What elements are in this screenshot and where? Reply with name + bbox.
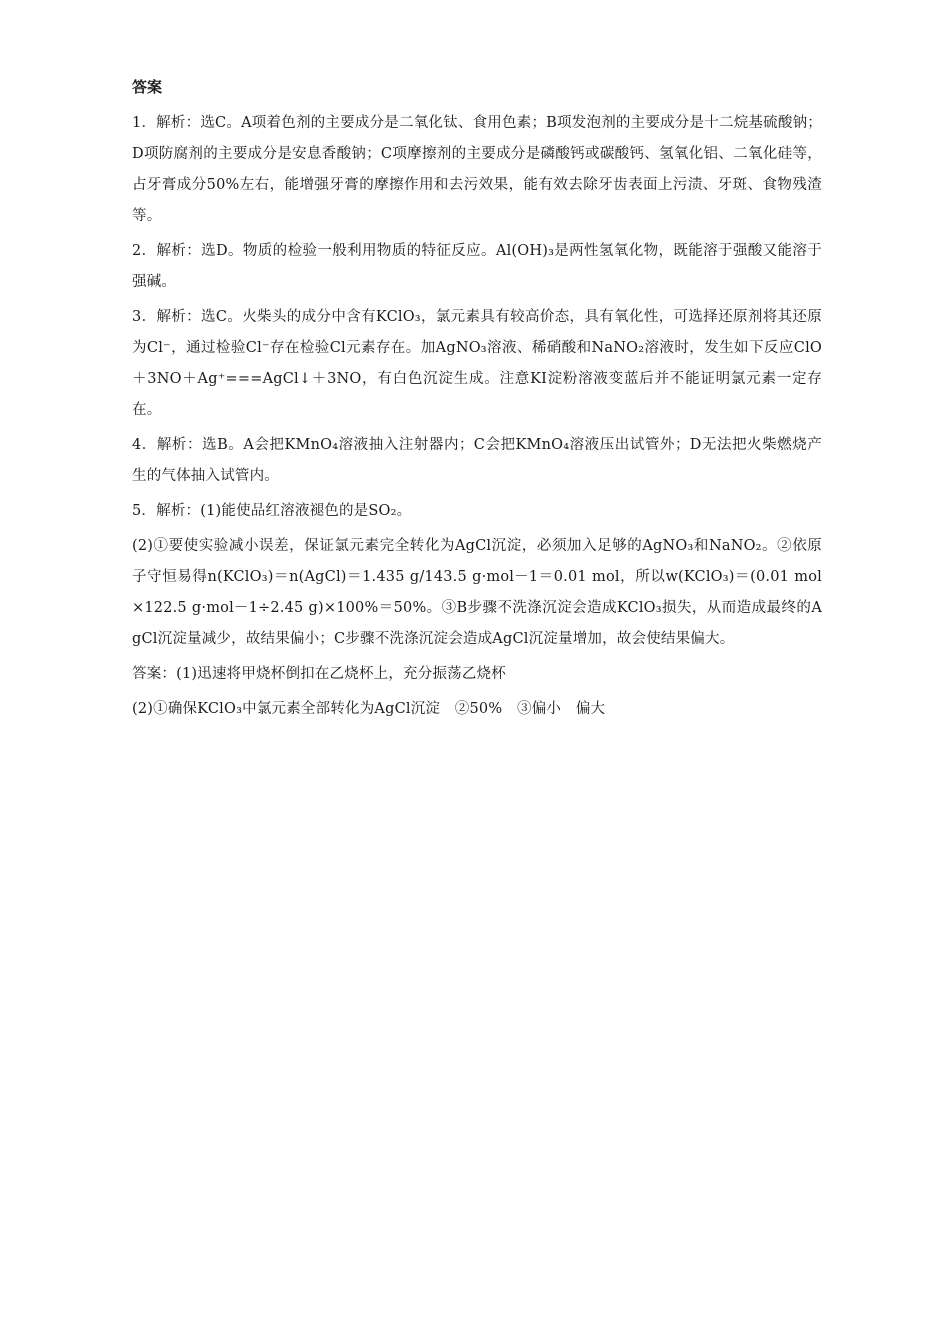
document-page	[132, 76, 822, 729]
final-answer-2-paragraph: (2)①确保KClO₃中氯元素全部转化为AgCl沉淀 ②50% ③偏小 偏大	[132, 701, 606, 717]
document-title: 答案	[132, 78, 163, 96]
answer-5-part2-paragraph: (2)①要使实验减小误差，保证氯元素完全转化为AgCl沉淀，必须加入足够的AgNO₃和NaNO₂。②依原子守恒易得n(KClO₃)＝n(AgCl)＝1.435 g/143.5 g·mol－1＝0.01 mol，所以w(KClO₃)＝(0.01 mol×122.5 g·mol－1÷2.45 g)×100%＝50%。③B步骤不洗涤沉淀会造成KClO₃损失，从而造成最终的AgCl沉淀量减少，故结果偏小；C步骤不洗涤沉淀会造成AgCl沉淀量增加，故会使结果偏大。	[132, 538, 822, 647]
answer-4-paragraph: 4．解析：选B。A会把KMnO₄溶液抽入注射器内；C会把KMnO₄溶液压出试管外；D无法把火柴燃烧产生的气体抽入试管内。	[132, 437, 822, 484]
final-answer-1-paragraph: 答案：(1)迅速将甲烧杯倒扣在乙烧杯上，充分振荡乙烧杯	[132, 666, 506, 682]
answer-1-paragraph: 1．解析：选C。A项着色剂的主要成分是二氧化钛、食用色素；B项发泡剂的主要成分是十二烷基硫酸钠；D项防腐剂的主要成分是安息香酸钠；C项摩擦剂的主要成分是磷酸钙或碳酸钙、氢氧化铝、二氧化硅等，占牙膏成分50%左右，能增强牙膏的摩擦作用和去污效果，能有效去除牙齿表面上污渍、牙斑、食物残渣等。	[132, 115, 822, 224]
answer-3-paragraph: 3．解析：选C。火柴头的成分中含有KClO₃，氯元素具有较高价态，具有氧化性，可选择还原剂将其还原为Cl⁻，通过检验Cl⁻存在检验Cl元素存在。加AgNO₃溶液、稀硝酸和NaNO₂溶液时，发生如下反应ClO＋3NO＋Ag⁺===AgCl↓＋3NO，有白色沉淀生成。注意KI淀粉溶液变蓝后并不能证明氯元素一定存在。	[132, 309, 822, 418]
answer-5-part1-paragraph: 5．解析：(1)能使品红溶液褪色的是SO₂。	[132, 503, 412, 519]
answer-2-paragraph: 2．解析：选D。物质的检验一般利用物质的特征反应。Al(OH)₃是两性氢氧化物，既能溶于强酸又能溶于强碱。	[132, 243, 822, 290]
